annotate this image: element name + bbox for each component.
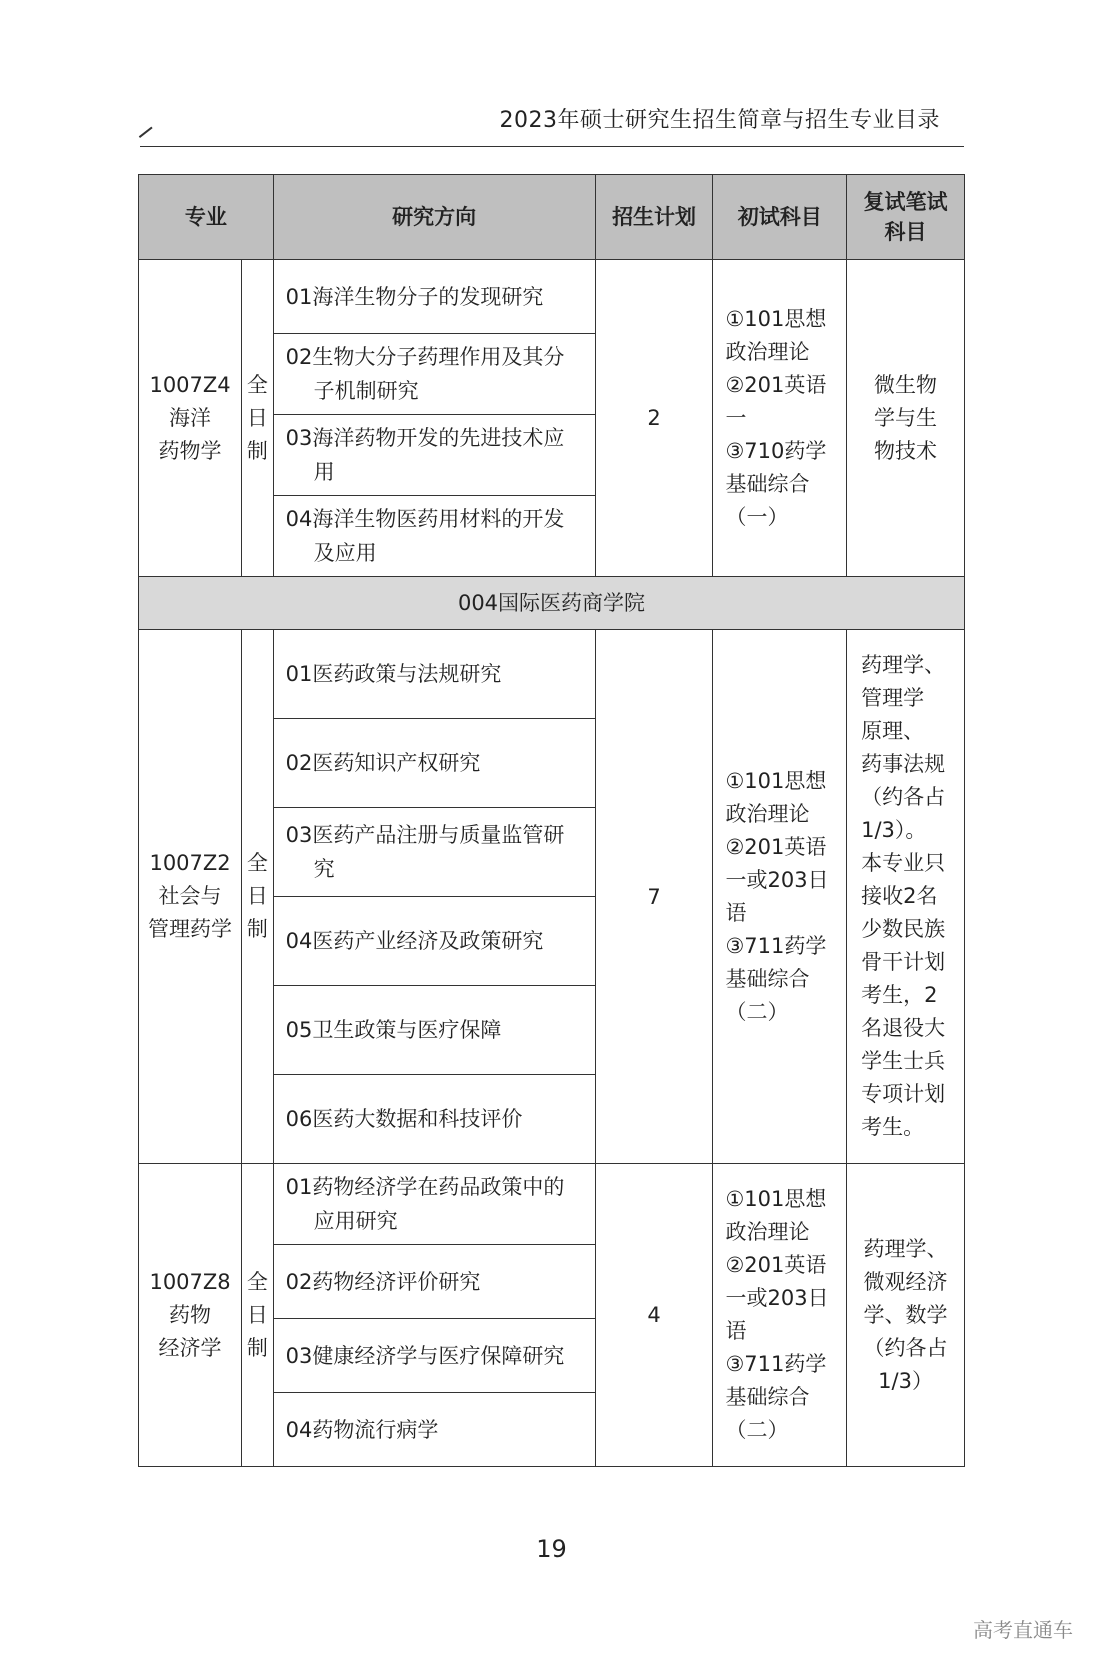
- direction-item: [273, 719, 595, 808]
- initial-exam-subjects: ①101思想 政治理论 ②201英语 一 ③710药学 基础综合 （一）: [713, 260, 847, 577]
- section-title: 004国际医药商学院: [139, 577, 965, 630]
- direction-label: 03健康经济学与医疗保障研究: [285, 1343, 565, 1368]
- section-row: [139, 577, 965, 630]
- direction-label: 03医药产品注册与质量监管研究: [285, 823, 565, 881]
- direction-label: 01海洋生物分子的发现研究: [285, 284, 544, 309]
- major-name: 1007Z2 社会与 管理药学: [139, 630, 242, 1164]
- column-header-retest-exam: 复试笔试 科目: [847, 175, 965, 260]
- enrollment-plan: 2: [595, 260, 713, 577]
- column-header-direction: 研究方向: [273, 175, 595, 260]
- direction-item: [273, 1393, 595, 1467]
- column-header-major: 专业: [139, 175, 274, 260]
- direction-item: [273, 1164, 595, 1245]
- enrollment-plan: 7: [595, 630, 713, 1164]
- direction-label: 04医药产业经济及政策研究: [285, 929, 544, 953]
- retest-subjects: 微生物 学与生 物技术: [847, 260, 965, 577]
- direction-item: [273, 334, 595, 415]
- direction-item: [273, 1319, 595, 1393]
- direction-item: [273, 986, 595, 1075]
- major-name: 1007Z4 海洋 药物学: [139, 260, 242, 577]
- initial-exam-subjects: ①101思想 政治理论 ②201英语 一或203日 语 ③711药学 基础综合 （二）: [713, 630, 847, 1164]
- direction-label: 01药物经济学在药品政策中的应用研究: [285, 1175, 565, 1233]
- direction-label: 02药物经济评价研究: [285, 1269, 481, 1294]
- direction-item: [273, 496, 595, 577]
- retest-subjects: 药理学、 管理学 原理、 药事法规 （约各占 1/3）。 本专业只 接收2名 少数民族 骨干计划 考生，2 名退役大 学生士兵 专项计划 考生。: [847, 630, 965, 1164]
- initial-exam-subjects: ①101思想 政治理论 ②201英语 一或203日 语 ③711药学 基础综合 （二）: [713, 1164, 847, 1467]
- table-row: [139, 630, 965, 719]
- column-header-plan: 招生计划: [595, 175, 713, 260]
- table-row: [139, 1164, 965, 1245]
- direction-label: 04海洋生物医药用材料的开发及应用: [285, 507, 565, 565]
- direction-label: 02医药知识产权研究: [285, 751, 481, 775]
- table-header-row: [139, 175, 965, 260]
- direction-item: [273, 260, 595, 334]
- direction-item: [273, 1075, 595, 1164]
- direction-label: 05卫生政策与医疗保障: [285, 1018, 502, 1042]
- study-mode: 全 日 制: [242, 630, 274, 1164]
- direction-item: [273, 630, 595, 719]
- enrollment-catalog-table: [138, 174, 965, 1467]
- direction-label: 06医药大数据和科技评价: [285, 1107, 523, 1131]
- document-header-title: 2023年硕士研究生招生简章与招生专业目录: [499, 108, 940, 133]
- direction-label: 02生物大分子药理作用及其分子机制研究: [285, 345, 565, 403]
- direction-label: 03海洋药物开发的先进技术应用: [285, 426, 565, 484]
- column-header-initial-exam: 初试科目: [713, 175, 847, 260]
- enrollment-plan: 4: [595, 1164, 713, 1467]
- direction-item: [273, 415, 595, 496]
- page-number: 19: [536, 1535, 567, 1563]
- watermark-text: 高考直通车: [973, 1618, 1073, 1642]
- retest-subjects: 药理学、 微观经济 学、数学 （约各占 1/3）: [847, 1164, 965, 1467]
- direction-item: [273, 808, 595, 897]
- direction-item: [273, 897, 595, 986]
- direction-label: 01医药政策与法规研究: [285, 662, 502, 686]
- study-mode: 全 日 制: [242, 260, 274, 577]
- header-rule: [140, 146, 964, 147]
- direction-label: 04药物流行病学: [285, 1417, 439, 1442]
- direction-item: [273, 1245, 595, 1319]
- major-name: 1007Z8 药物 经济学: [139, 1164, 242, 1467]
- header-corner-mark: [139, 127, 153, 138]
- study-mode: 全 日 制: [242, 1164, 274, 1467]
- table-row: [139, 260, 965, 334]
